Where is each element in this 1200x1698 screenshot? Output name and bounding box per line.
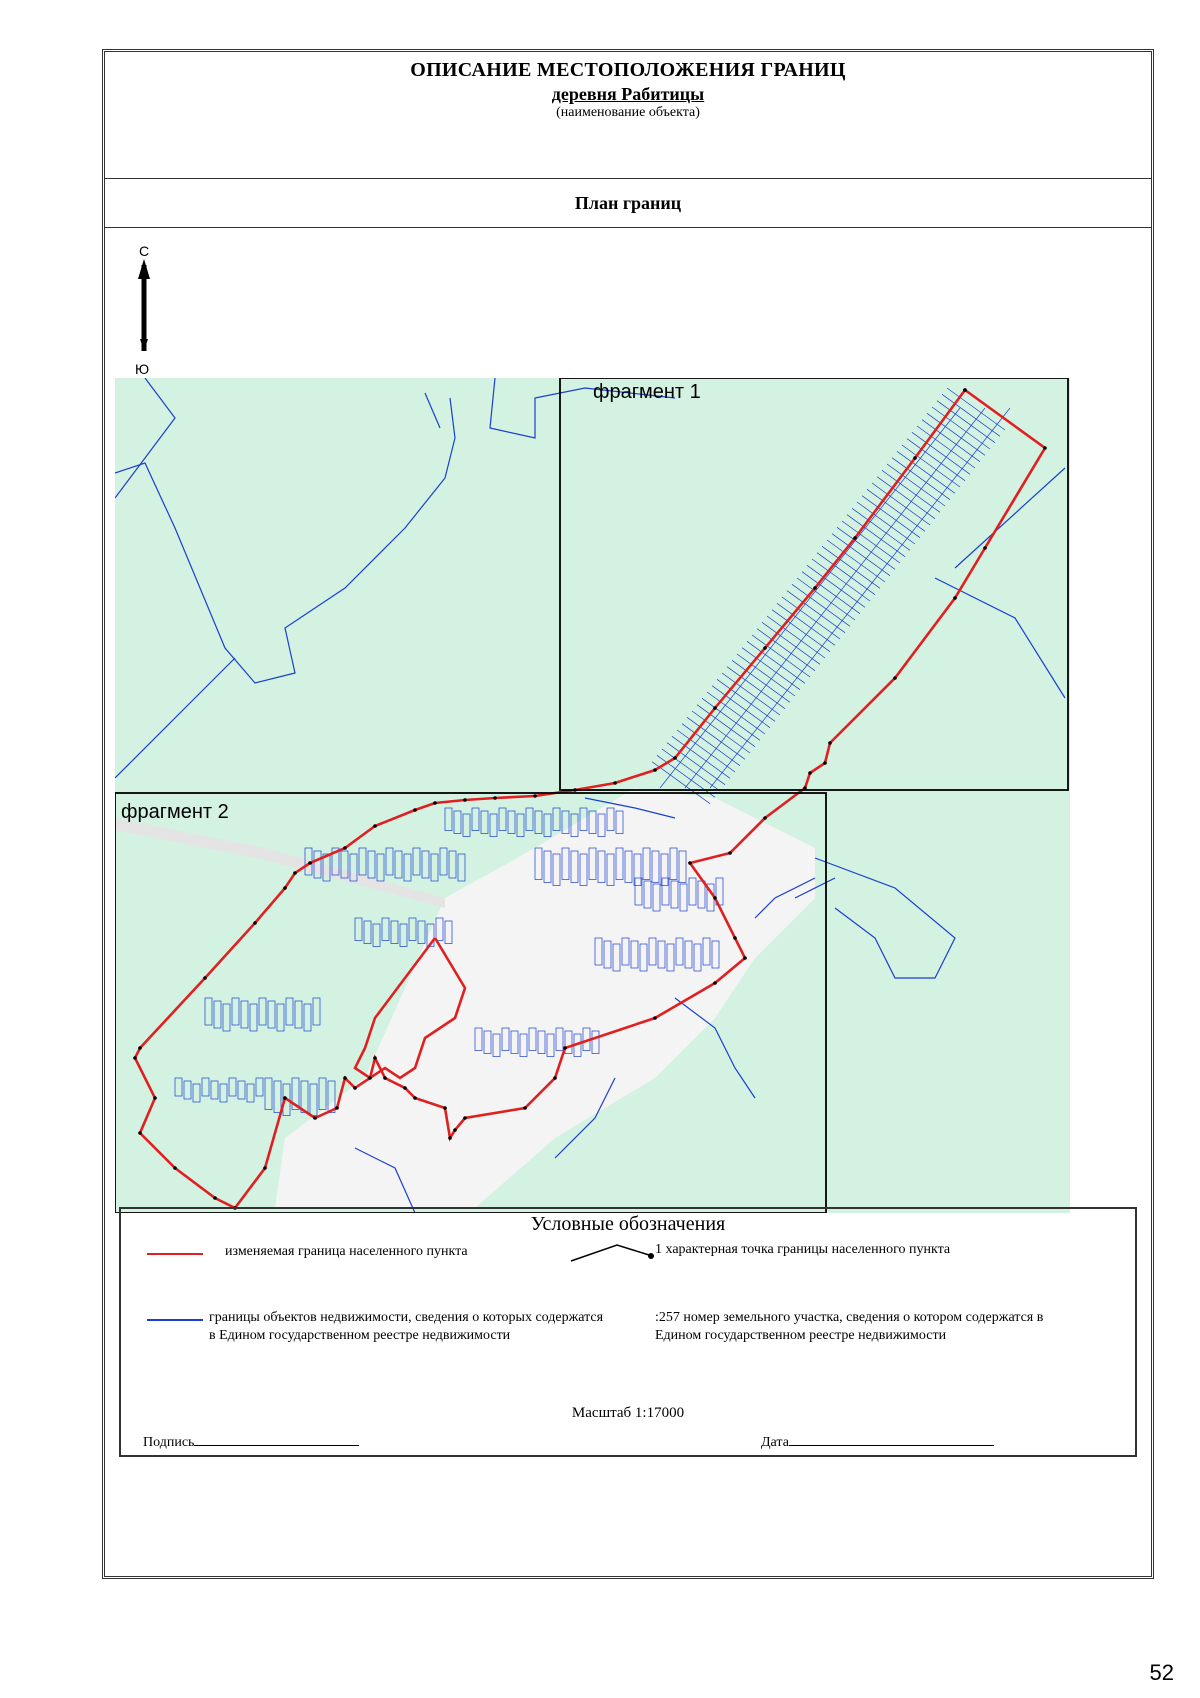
boundary-point: [913, 456, 917, 460]
boundary-point: [523, 1106, 527, 1110]
page-number: 52: [1149, 1660, 1174, 1685]
boundary-point: [463, 1116, 467, 1120]
boundary-point: [853, 536, 857, 540]
boundary-point: [743, 956, 747, 960]
boundary-point: [733, 936, 737, 940]
boundary-point: [413, 1096, 417, 1100]
legend-blue-line: [147, 1319, 203, 1321]
boundary-point: [813, 586, 817, 590]
boundary-point: [283, 886, 287, 890]
boundary-point: [828, 741, 832, 745]
boundary-point: [443, 1106, 447, 1110]
compass: [125, 243, 165, 383]
boundary-point: [713, 706, 717, 710]
boundary-point: [653, 768, 657, 772]
boundary-point: [533, 794, 537, 798]
compass-north-label: С: [139, 243, 150, 259]
boundary-point: [563, 1046, 567, 1050]
boundary-point: [413, 808, 417, 812]
legend-point-number: 1: [655, 1242, 662, 1257]
boundary-point: [453, 1128, 457, 1132]
map-area: [105, 228, 1151, 1328]
boundary-point: [283, 1096, 287, 1100]
boundary-point: [138, 1131, 142, 1135]
date-label: Дата: [761, 1435, 789, 1450]
boundary-point: [763, 816, 767, 820]
boundary-point: [688, 861, 692, 865]
legend: [119, 1207, 1137, 1457]
boundary-point: [313, 1116, 317, 1120]
boundary-point: [763, 646, 767, 650]
map-scale: Масштаб 1:17000: [571, 1405, 685, 1421]
boundary-point: [808, 771, 812, 775]
boundary-point: [553, 1076, 557, 1080]
boundary-point: [373, 1056, 377, 1060]
boundary-point: [263, 1166, 267, 1170]
boundary-point: [673, 756, 677, 760]
boundary-point: [343, 846, 347, 850]
boundary-point: [253, 921, 257, 925]
boundary-point: [335, 1106, 339, 1110]
boundary-point: [653, 1016, 657, 1020]
legend-red-text: изменяемая граница населенного пункта: [225, 1244, 468, 1259]
legend-title: Условные обозначения: [530, 1213, 726, 1235]
boundary-point: [293, 871, 297, 875]
signature-label: Подпись: [143, 1435, 195, 1450]
document-frame: [102, 49, 1154, 1579]
legend-blue-text: границы объектов недвижимости, сведения о которых содержатся в Едином государственном реестре недвижимости: [209, 1310, 604, 1343]
legend-point-text: [655, 1241, 1015, 1259]
boundary-point: [983, 546, 987, 550]
boundary-point: [823, 761, 827, 765]
boundary-point: [448, 1136, 452, 1140]
boundary-point: [403, 1086, 407, 1090]
boundary-point: [173, 1166, 177, 1170]
boundary-point: [373, 824, 377, 828]
legend-point-desc: характерная точка границы населенного пункта: [665, 1242, 951, 1257]
document-header: [105, 52, 1151, 179]
boundary-point: [343, 1076, 347, 1080]
boundary-point: [728, 851, 732, 855]
legend-point-symbol: [567, 1237, 657, 1267]
legend-parcel-number: :257: [655, 1310, 680, 1325]
boundary-point: [963, 388, 967, 392]
section-title: План границ: [105, 178, 1151, 228]
boundary-point: [353, 1086, 357, 1090]
date-field: [761, 1433, 994, 1451]
boundary-point: [893, 676, 897, 680]
boundary-point: [713, 981, 717, 985]
boundary-point: [213, 1196, 217, 1200]
legend-parcel-desc: номер земельного участка, сведения о котором содержатся в Едином государственном реестре недвижимости: [655, 1310, 1044, 1343]
boundary-point: [133, 1056, 137, 1060]
boundary-point: [713, 896, 717, 900]
boundary-point: [433, 801, 437, 805]
document-title: ОПИСАНИЕ МЕСТОПОЛОЖЕНИЯ ГРАНИЦ: [410, 59, 846, 81]
boundary-point: [203, 976, 207, 980]
boundary-point: [368, 1076, 372, 1080]
boundary-map: [115, 378, 1070, 1213]
legend-parcel-text: [655, 1309, 1055, 1345]
boundary-point: [953, 596, 957, 600]
boundary-point: [1043, 446, 1047, 450]
fragment-2-label: фрагмент 2: [121, 801, 229, 823]
boundary-point: [383, 1076, 387, 1080]
boundary-point: [493, 796, 497, 800]
boundary-point: [463, 798, 467, 802]
object-name: деревня Рабитицы: [551, 84, 705, 104]
signature-line: [194, 1433, 359, 1446]
fragment-1-label: фрагмент 1: [593, 381, 701, 403]
signature-field: [143, 1433, 359, 1451]
boundary-point: [308, 861, 312, 865]
boundary-point: [138, 1046, 142, 1050]
boundary-point: [153, 1096, 157, 1100]
object-caption: (наименование объекта): [556, 105, 700, 120]
date-line: [789, 1433, 994, 1446]
legend-red-line: [147, 1253, 203, 1255]
boundary-point: [613, 781, 617, 785]
compass-south-label: Ю: [135, 361, 150, 377]
